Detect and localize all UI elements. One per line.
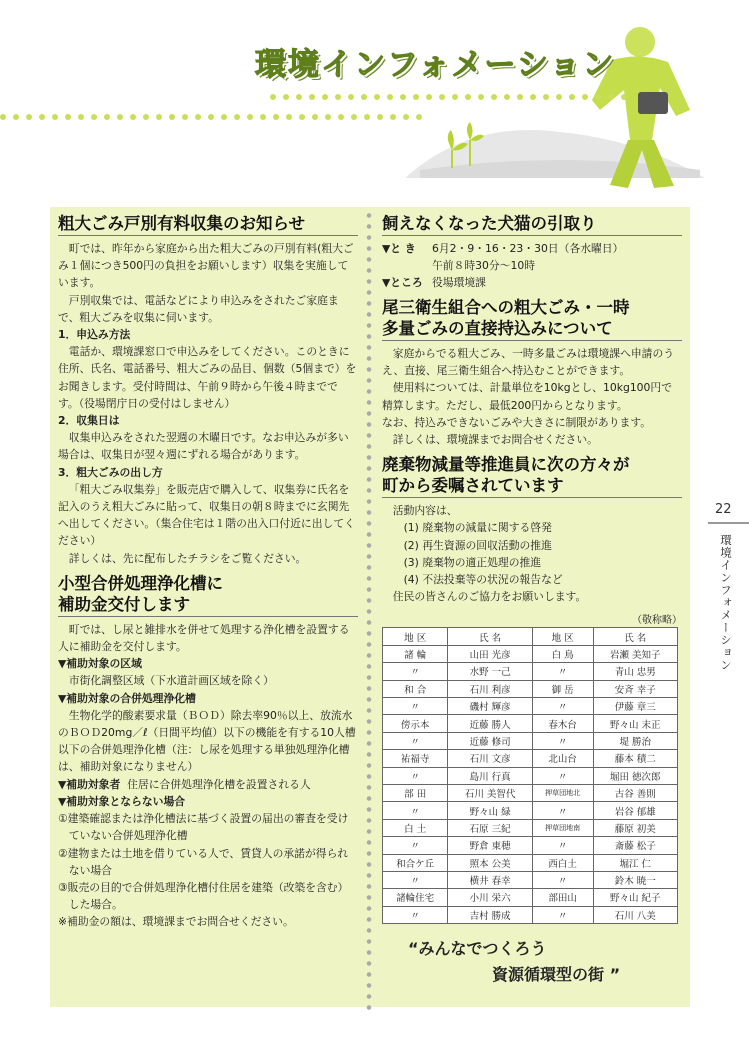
- table-cell: 〃: [383, 663, 448, 680]
- side-label: 環境インフォメーション: [719, 534, 733, 672]
- paragraph: 活動内容は、: [392, 504, 458, 518]
- subheading: ▼補助対象の合併処理浄化槽: [58, 691, 196, 705]
- subheading: ▼補助対象とならない場合: [58, 794, 186, 808]
- table-row: [383, 889, 678, 906]
- table-cell: 堀江 仁: [593, 854, 677, 871]
- table-cell: 〃: [532, 802, 593, 819]
- paragraph: 電話か、環境課窓口で申込みをしてください。このときに住所、氏名、電話番号、粗大ごみの品目、個数（5個まで）をお聞きします。受付時間は、午前９時から午後４時までです。（役場閉庁日の受付はしません）: [58, 345, 357, 410]
- table-cell: 野倉 東穂: [448, 837, 532, 854]
- column-divider: [366, 210, 372, 1010]
- where-value: 役場環境課: [432, 276, 486, 289]
- table-cell: 祐福寺: [383, 750, 448, 767]
- section-direct-delivery: [382, 297, 682, 448]
- table-cell: 白 鳥: [532, 645, 593, 662]
- title-line: 小型合併処理浄化槽に: [58, 573, 223, 593]
- section-title-septic: [58, 573, 358, 617]
- table-cell: 〃: [532, 837, 593, 854]
- paragraph: 詳しくは、先に配布したチラシをご覧ください。: [68, 551, 307, 565]
- slogan-line-1: “みんなでつくろう: [408, 939, 547, 958]
- paragraph: 収集申込みをされた翌週の木曜日です。なお申込みが多い場合は、収集日が翌々週にずれる場合があります。: [58, 431, 349, 462]
- table-header: 地 区: [532, 628, 593, 645]
- table-cell: 押草団地南: [532, 819, 593, 836]
- table-cell: 横井 春幸: [448, 871, 532, 888]
- table-cell: 青山 忠男: [593, 663, 677, 680]
- list-item: ②建物または土地を借りている人で、賃貸人の承諾が得られない場合: [58, 846, 349, 877]
- title-line: 多量ごみの直接持込みについて: [382, 319, 613, 338]
- table-cell: 石川 文彦: [448, 750, 532, 767]
- table-cell: 和合ケ丘: [383, 854, 448, 871]
- subheading-row: [58, 776, 358, 793]
- table-cell: 岩瀬 美知子: [593, 645, 677, 662]
- table-cell: 近藤 修司: [448, 732, 532, 749]
- table-row: [383, 784, 678, 801]
- table-cell: 野々山 末正: [593, 715, 677, 732]
- table-cell: 山田 光彦: [448, 645, 532, 662]
- table-cell: 小川 栄六: [448, 889, 532, 906]
- table-cell: 野々山 紀子: [593, 889, 677, 906]
- section-waste-reduction: [382, 454, 682, 924]
- list-item: (3) 廃棄物の適正処理の推進: [403, 555, 542, 569]
- paragraph: 市街化調整区域（下水道計画区域を除く）: [68, 674, 274, 688]
- header-banner: [0, 0, 749, 200]
- table-cell: 藤本 積二: [593, 750, 677, 767]
- table-cell: 春木台: [532, 715, 593, 732]
- table-row: [383, 871, 678, 888]
- table-cell: 堤 勝治: [593, 732, 677, 749]
- table-cell: 押草団地北: [532, 784, 593, 801]
- table-cell: 〃: [532, 767, 593, 784]
- table-row: [383, 680, 678, 697]
- table-cell: 〃: [383, 871, 448, 888]
- table-cell: 〃: [383, 767, 448, 784]
- when-row: [382, 240, 682, 274]
- table-cell: 〃: [532, 906, 593, 923]
- list-item: ①建築確認または浄化槽法に基づく設置の届出の審査を受けていない合併処理浄化槽: [58, 812, 349, 843]
- title-line: 廃棄物減量等推進員に次の方々が: [382, 455, 630, 475]
- table-cell: 堀田 徳次郎: [593, 767, 677, 784]
- subheading: ▼補助対象の区域: [58, 657, 142, 671]
- table-cell: 安斉 幸子: [593, 680, 677, 697]
- honorific-note: （敬称略）: [632, 615, 682, 627]
- table-cell: 野々山 緑: [448, 802, 532, 819]
- list-item: ③販売の目的で合併処理浄化槽付住居を建築（改築を含む）した場合。: [58, 880, 349, 912]
- subheading: 3．粗大ごみの出し方: [58, 465, 163, 479]
- when-label: ▼と き: [382, 242, 416, 255]
- table-cell: 白 土: [383, 819, 448, 836]
- table-cell: 〃: [532, 871, 593, 888]
- subheading: ▼補助対象者: [58, 777, 121, 791]
- table-row: [383, 750, 678, 767]
- table-row: [383, 715, 678, 732]
- table-cell: 部 田: [383, 784, 448, 801]
- table-header-row: [383, 628, 678, 645]
- subheading: 1．申込み方法: [58, 328, 131, 342]
- table-row: [383, 837, 678, 854]
- table-cell: 傍示本: [383, 715, 448, 732]
- table-cell: 〃: [532, 732, 593, 749]
- table-cell: 〃: [383, 732, 448, 749]
- title-line: 尾三衛生組合への粗大ごみ・一時: [382, 298, 630, 317]
- table-header: 氏 名: [593, 628, 677, 645]
- table-cell: 石原 三紀: [448, 819, 532, 836]
- section-title-pets: 飼えなくなった犬猫の引取り: [382, 213, 682, 236]
- table-cell: 北山台: [532, 750, 593, 767]
- left-column: [58, 213, 358, 931]
- header-illustration: [0, 0, 749, 200]
- paragraph: 家庭からでる粗大ごみ、一時多量ごみは環境課へ申請のうえ、直接、尾三衛生組合へ持込むことができます。: [382, 347, 675, 378]
- table-row: [383, 645, 678, 662]
- list-item: (2) 再生資源の回収活動の推進: [403, 538, 552, 552]
- right-column: [382, 213, 682, 924]
- table-cell: 鈴木 暁一: [593, 871, 677, 888]
- table-cell: 磯村 輝彦: [448, 698, 532, 715]
- slogan-line-2: 資源循環型の街 ”: [492, 965, 621, 984]
- page-title: 環境インフォメーション: [255, 46, 616, 83]
- list-item: (4) 不法投棄等の状況の報告など: [403, 573, 563, 587]
- table-cell: 斎藤 松子: [593, 837, 677, 854]
- paragraph: 住民の皆さんのご協力をお願いします。: [392, 590, 587, 604]
- table-cell: 御 岳: [532, 680, 593, 697]
- paragraph: 「粗大ごみ収集券」を販売店で購入して、収集券に氏名を記入のうえ粗大ごみに貼って、収集日の朝８時までに玄関先へ出してください。（集合住宅は１階の出入口付近に出してください）: [58, 482, 355, 548]
- section-title-direct-delivery: [382, 297, 682, 341]
- table-cell: 吉村 勝成: [448, 906, 532, 923]
- paragraph: 生物化学的酸素要求量（ＢＯＤ）除去率90％以上、放流水のＢＯＤ20mg／ℓ（日間平均値）以下の機能を有する10人槽以下の合併処理浄化槽（注：し尿を処理する単独処理浄化槽は、補助対象になりません）: [58, 708, 356, 774]
- table-cell: 石川 八美: [593, 906, 677, 923]
- table-row: [383, 732, 678, 749]
- where-label: ▼ところ: [382, 276, 423, 289]
- where-row: [382, 274, 682, 291]
- title-line: 町から委嘱されています: [382, 476, 564, 496]
- table-cell: 〃: [383, 906, 448, 923]
- table-row: [383, 854, 678, 871]
- table-body: [383, 645, 678, 923]
- note: ※補助金の額は、環境課までお問合せください。: [58, 915, 294, 929]
- table-cell: 照本 公美: [448, 854, 532, 871]
- table-cell: 島川 行真: [448, 767, 532, 784]
- page-number: 22: [715, 502, 732, 517]
- table-cell: 諸 輪: [383, 645, 448, 662]
- table-cell: 部田山: [532, 889, 593, 906]
- table-cell: 石川 美智代: [448, 784, 532, 801]
- table-cell: 岩谷 郁雄: [593, 802, 677, 819]
- section-title-waste-reduction: [382, 454, 682, 498]
- header-title-wrap: [255, 38, 615, 84]
- table-cell: 水野 一己: [448, 663, 532, 680]
- promoter-table: [382, 627, 678, 924]
- paragraph: 詳しくは、環境課までお問合せください。: [392, 433, 598, 447]
- table-row: [383, 802, 678, 819]
- table-cell: 藤原 初美: [593, 819, 677, 836]
- subheading: 2．収集日は: [58, 414, 120, 428]
- paragraph: 使用料については、計量単位を10kgとし、10kg100円で精算します。ただし、最低200円からとなります。: [382, 381, 673, 412]
- table-cell: 古谷 善則: [593, 784, 677, 801]
- when-value: [432, 240, 623, 274]
- section-title-bulky-waste: 粗大ごみ戸別有料収集のお知らせ: [58, 213, 358, 236]
- table-cell: 〃: [383, 698, 448, 715]
- table-cell: 石川 利彦: [448, 680, 532, 697]
- section-septic-subsidy: [58, 573, 358, 931]
- table-cell: 西白土: [532, 854, 593, 871]
- header-dots-top: [270, 94, 627, 100]
- table-cell: 近藤 勝人: [448, 715, 532, 732]
- page-number-rule: [708, 522, 749, 524]
- list-item: (1) 廃棄物の減量に関する啓発: [403, 521, 552, 535]
- paragraph: 町では、し尿と雑排水を併せて処理する浄化槽を設置する人に補助金を交付します。: [58, 622, 350, 654]
- header-dots-bottom: [0, 114, 422, 120]
- when-line: 6月2・9・16・23・30日（各水曜日）: [432, 242, 624, 255]
- table-row: [383, 767, 678, 784]
- table-row: [383, 663, 678, 680]
- table-row: [383, 906, 678, 923]
- table-header: 地 区: [383, 628, 448, 645]
- table-cell: 〃: [383, 802, 448, 819]
- table-row: [383, 819, 678, 836]
- table-header: 氏 名: [448, 628, 532, 645]
- paragraph: 住居に合併処理浄化槽を設置される人: [127, 777, 311, 791]
- table-cell: 伊藤 章三: [593, 698, 677, 715]
- title-line: 補助金交付します: [58, 594, 190, 614]
- table-cell: 諸輪住宅: [383, 889, 448, 906]
- table-cell: 〃: [532, 663, 593, 680]
- table-row: [383, 698, 678, 715]
- table-cell: 〃: [532, 698, 593, 715]
- table-cell: 和 合: [383, 680, 448, 697]
- paragraph: なお、持込みできないごみや大きさに制限があります。: [382, 415, 652, 429]
- table-cell: 〃: [383, 837, 448, 854]
- when-line: 午前８時30分〜10時: [432, 259, 536, 272]
- paragraph: 戸別収集では、電話などにより申込みをされたご家庭まで、粗大ごみを収集に伺います。: [58, 293, 339, 324]
- paragraph: 町では、昨年から家庭から出た粗大ごみの戸別有料(粗大ごみ１個につき500円の負担をお願いします）収集を実施しています。: [58, 242, 354, 290]
